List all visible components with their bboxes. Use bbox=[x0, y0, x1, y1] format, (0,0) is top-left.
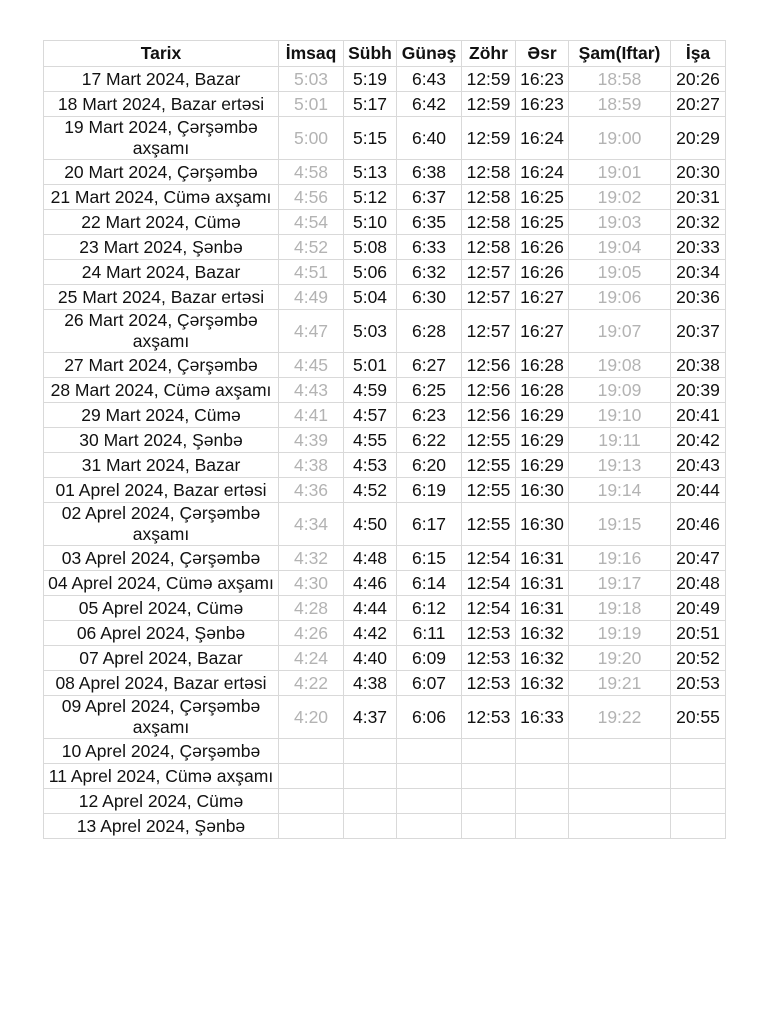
date-cell: 25 Mart 2024, Bazar ertəsi bbox=[44, 285, 279, 310]
subh-cell: 5:12 bbox=[344, 185, 397, 210]
sam-iftar-cell: 19:04 bbox=[569, 235, 671, 260]
table-row bbox=[44, 646, 726, 671]
prayer-times-table bbox=[43, 40, 726, 839]
gunes-cell: 6:30 bbox=[397, 285, 462, 310]
imsaq-cell: 4:28 bbox=[279, 596, 344, 621]
esr-cell: 16:24 bbox=[516, 117, 569, 160]
imsaq-cell: 4:34 bbox=[279, 503, 344, 546]
sam-iftar-cell bbox=[569, 764, 671, 789]
gunes-cell: 6:33 bbox=[397, 235, 462, 260]
subh-cell: 4:40 bbox=[344, 646, 397, 671]
imsaq-cell: 4:54 bbox=[279, 210, 344, 235]
esr-cell: 16:27 bbox=[516, 285, 569, 310]
zohr-cell: 12:53 bbox=[462, 671, 516, 696]
imsaq-cell: 4:36 bbox=[279, 478, 344, 503]
date-cell: 27 Mart 2024, Çərşəmbə bbox=[44, 353, 279, 378]
subh-cell: 4:38 bbox=[344, 671, 397, 696]
esr-cell: 16:32 bbox=[516, 621, 569, 646]
isa-cell: 20:41 bbox=[671, 403, 726, 428]
sam-iftar-cell: 19:17 bbox=[569, 571, 671, 596]
isa-cell bbox=[671, 764, 726, 789]
gunes-cell: 6:25 bbox=[397, 378, 462, 403]
date-cell: 01 Aprel 2024, Bazar ertəsi bbox=[44, 478, 279, 503]
zohr-cell: 12:59 bbox=[462, 92, 516, 117]
zohr-cell: 12:58 bbox=[462, 210, 516, 235]
isa-cell: 20:33 bbox=[671, 235, 726, 260]
date-cell: 02 Aprel 2024, Çərşəmbə axşamı bbox=[44, 503, 279, 546]
esr-cell: 16:31 bbox=[516, 546, 569, 571]
imsaq-cell bbox=[279, 739, 344, 764]
gunes-cell: 6:12 bbox=[397, 596, 462, 621]
esr-cell bbox=[516, 789, 569, 814]
date-cell: 19 Mart 2024, Çərşəmbə axşamı bbox=[44, 117, 279, 160]
esr-cell: 16:25 bbox=[516, 185, 569, 210]
imsaq-cell bbox=[279, 764, 344, 789]
table-body bbox=[44, 67, 726, 839]
imsaq-cell: 4:43 bbox=[279, 378, 344, 403]
isa-cell: 20:51 bbox=[671, 621, 726, 646]
isa-cell: 20:39 bbox=[671, 378, 726, 403]
subh-cell: 5:01 bbox=[344, 353, 397, 378]
header-zohr: Zöhr bbox=[462, 41, 516, 67]
isa-cell: 20:47 bbox=[671, 546, 726, 571]
imsaq-cell: 4:22 bbox=[279, 671, 344, 696]
gunes-cell: 6:07 bbox=[397, 671, 462, 696]
sam-iftar-cell: 19:11 bbox=[569, 428, 671, 453]
sam-iftar-cell bbox=[569, 789, 671, 814]
sam-iftar-cell: 19:02 bbox=[569, 185, 671, 210]
sam-iftar-cell: 18:59 bbox=[569, 92, 671, 117]
subh-cell: 5:10 bbox=[344, 210, 397, 235]
table-row bbox=[44, 67, 726, 92]
subh-cell bbox=[344, 739, 397, 764]
gunes-cell: 6:42 bbox=[397, 92, 462, 117]
subh-cell: 5:13 bbox=[344, 160, 397, 185]
imsaq-cell: 4:45 bbox=[279, 353, 344, 378]
imsaq-cell: 5:01 bbox=[279, 92, 344, 117]
subh-cell: 4:50 bbox=[344, 503, 397, 546]
gunes-cell: 6:15 bbox=[397, 546, 462, 571]
table-row bbox=[44, 571, 726, 596]
imsaq-cell: 4:20 bbox=[279, 696, 344, 739]
date-cell: 20 Mart 2024, Çərşəmbə bbox=[44, 160, 279, 185]
isa-cell bbox=[671, 814, 726, 839]
zohr-cell: 12:55 bbox=[462, 503, 516, 546]
table-row bbox=[44, 117, 726, 160]
esr-cell: 16:30 bbox=[516, 503, 569, 546]
table-row bbox=[44, 260, 726, 285]
gunes-cell: 6:43 bbox=[397, 67, 462, 92]
zohr-cell: 12:56 bbox=[462, 353, 516, 378]
gunes-cell: 6:11 bbox=[397, 621, 462, 646]
isa-cell: 20:30 bbox=[671, 160, 726, 185]
table-row bbox=[44, 235, 726, 260]
gunes-cell: 6:22 bbox=[397, 428, 462, 453]
zohr-cell: 12:59 bbox=[462, 67, 516, 92]
sam-iftar-cell: 19:18 bbox=[569, 596, 671, 621]
imsaq-cell: 4:32 bbox=[279, 546, 344, 571]
table-row bbox=[44, 671, 726, 696]
esr-cell: 16:30 bbox=[516, 478, 569, 503]
gunes-cell: 6:38 bbox=[397, 160, 462, 185]
table-row bbox=[44, 453, 726, 478]
zohr-cell: 12:55 bbox=[462, 428, 516, 453]
esr-cell: 16:32 bbox=[516, 671, 569, 696]
zohr-cell: 12:57 bbox=[462, 310, 516, 353]
date-cell: 18 Mart 2024, Bazar ertəsi bbox=[44, 92, 279, 117]
imsaq-cell: 4:52 bbox=[279, 235, 344, 260]
sam-iftar-cell: 19:13 bbox=[569, 453, 671, 478]
isa-cell: 20:27 bbox=[671, 92, 726, 117]
subh-cell bbox=[344, 764, 397, 789]
isa-cell bbox=[671, 739, 726, 764]
zohr-cell: 12:58 bbox=[462, 160, 516, 185]
zohr-cell bbox=[462, 739, 516, 764]
esr-cell: 16:31 bbox=[516, 596, 569, 621]
table-row bbox=[44, 160, 726, 185]
subh-cell: 5:04 bbox=[344, 285, 397, 310]
sam-iftar-cell: 19:05 bbox=[569, 260, 671, 285]
gunes-cell: 6:06 bbox=[397, 696, 462, 739]
imsaq-cell bbox=[279, 814, 344, 839]
isa-cell: 20:46 bbox=[671, 503, 726, 546]
date-cell: 21 Mart 2024, Cümə axşamı bbox=[44, 185, 279, 210]
subh-cell: 4:44 bbox=[344, 596, 397, 621]
date-cell: 03 Aprel 2024, Çərşəmbə bbox=[44, 546, 279, 571]
date-cell: 09 Aprel 2024, Çərşəmbə axşamı bbox=[44, 696, 279, 739]
gunes-cell: 6:14 bbox=[397, 571, 462, 596]
subh-cell: 4:37 bbox=[344, 696, 397, 739]
esr-cell: 16:29 bbox=[516, 428, 569, 453]
table-row bbox=[44, 814, 726, 839]
subh-cell: 5:19 bbox=[344, 67, 397, 92]
subh-cell: 5:06 bbox=[344, 260, 397, 285]
sam-iftar-cell: 19:10 bbox=[569, 403, 671, 428]
sam-iftar-cell: 19:14 bbox=[569, 478, 671, 503]
table-row bbox=[44, 478, 726, 503]
esr-cell: 16:31 bbox=[516, 571, 569, 596]
gunes-cell bbox=[397, 789, 462, 814]
zohr-cell: 12:57 bbox=[462, 285, 516, 310]
zohr-cell: 12:56 bbox=[462, 378, 516, 403]
zohr-cell: 12:54 bbox=[462, 546, 516, 571]
table-row bbox=[44, 285, 726, 310]
imsaq-cell: 4:47 bbox=[279, 310, 344, 353]
zohr-cell: 12:54 bbox=[462, 571, 516, 596]
subh-cell: 4:57 bbox=[344, 403, 397, 428]
isa-cell bbox=[671, 789, 726, 814]
isa-cell: 20:38 bbox=[671, 353, 726, 378]
isa-cell: 20:34 bbox=[671, 260, 726, 285]
sam-iftar-cell: 19:15 bbox=[569, 503, 671, 546]
gunes-cell: 6:09 bbox=[397, 646, 462, 671]
table-row bbox=[44, 789, 726, 814]
gunes-cell: 6:19 bbox=[397, 478, 462, 503]
zohr-cell: 12:53 bbox=[462, 646, 516, 671]
isa-cell: 20:49 bbox=[671, 596, 726, 621]
esr-cell bbox=[516, 739, 569, 764]
date-cell: 24 Mart 2024, Bazar bbox=[44, 260, 279, 285]
table-row bbox=[44, 185, 726, 210]
imsaq-cell: 5:00 bbox=[279, 117, 344, 160]
table-row bbox=[44, 428, 726, 453]
sam-iftar-cell: 19:06 bbox=[569, 285, 671, 310]
imsaq-cell: 4:58 bbox=[279, 160, 344, 185]
table-row bbox=[44, 210, 726, 235]
date-cell: 07 Aprel 2024, Bazar bbox=[44, 646, 279, 671]
header-row bbox=[44, 41, 726, 67]
gunes-cell: 6:35 bbox=[397, 210, 462, 235]
isa-cell: 20:52 bbox=[671, 646, 726, 671]
esr-cell: 16:33 bbox=[516, 696, 569, 739]
imsaq-cell: 4:24 bbox=[279, 646, 344, 671]
imsaq-cell: 4:38 bbox=[279, 453, 344, 478]
sam-iftar-cell: 19:16 bbox=[569, 546, 671, 571]
isa-cell: 20:53 bbox=[671, 671, 726, 696]
subh-cell: 5:17 bbox=[344, 92, 397, 117]
table-row bbox=[44, 764, 726, 789]
sam-iftar-cell: 18:58 bbox=[569, 67, 671, 92]
imsaq-cell bbox=[279, 789, 344, 814]
date-cell: 30 Mart 2024, Şənbə bbox=[44, 428, 279, 453]
subh-cell: 4:48 bbox=[344, 546, 397, 571]
table-row bbox=[44, 696, 726, 739]
isa-cell: 20:32 bbox=[671, 210, 726, 235]
imsaq-cell: 4:26 bbox=[279, 621, 344, 646]
header-sam-iftar: Şam(Iftar) bbox=[569, 41, 671, 67]
imsaq-cell: 4:39 bbox=[279, 428, 344, 453]
sam-iftar-cell: 19:00 bbox=[569, 117, 671, 160]
subh-cell: 5:03 bbox=[344, 310, 397, 353]
date-cell: 10 Aprel 2024, Çərşəmbə bbox=[44, 739, 279, 764]
gunes-cell bbox=[397, 764, 462, 789]
isa-cell: 20:48 bbox=[671, 571, 726, 596]
zohr-cell: 12:56 bbox=[462, 403, 516, 428]
esr-cell: 16:32 bbox=[516, 646, 569, 671]
zohr-cell: 12:55 bbox=[462, 453, 516, 478]
isa-cell: 20:26 bbox=[671, 67, 726, 92]
isa-cell: 20:42 bbox=[671, 428, 726, 453]
subh-cell: 4:42 bbox=[344, 621, 397, 646]
imsaq-cell: 5:03 bbox=[279, 67, 344, 92]
sam-iftar-cell bbox=[569, 814, 671, 839]
esr-cell: 16:25 bbox=[516, 210, 569, 235]
esr-cell: 16:23 bbox=[516, 67, 569, 92]
isa-cell: 20:44 bbox=[671, 478, 726, 503]
header-gunes: Günəş bbox=[397, 41, 462, 67]
zohr-cell: 12:53 bbox=[462, 696, 516, 739]
esr-cell: 16:23 bbox=[516, 92, 569, 117]
sam-iftar-cell: 19:09 bbox=[569, 378, 671, 403]
zohr-cell bbox=[462, 789, 516, 814]
isa-cell: 20:37 bbox=[671, 310, 726, 353]
imsaq-cell: 4:49 bbox=[279, 285, 344, 310]
date-cell: 12 Aprel 2024, Cümə bbox=[44, 789, 279, 814]
gunes-cell: 6:37 bbox=[397, 185, 462, 210]
esr-cell bbox=[516, 764, 569, 789]
gunes-cell: 6:27 bbox=[397, 353, 462, 378]
zohr-cell: 12:54 bbox=[462, 596, 516, 621]
gunes-cell: 6:17 bbox=[397, 503, 462, 546]
gunes-cell: 6:20 bbox=[397, 453, 462, 478]
zohr-cell: 12:58 bbox=[462, 235, 516, 260]
header-tarix: Tarix bbox=[44, 41, 279, 67]
table-row bbox=[44, 310, 726, 353]
subh-cell: 4:46 bbox=[344, 571, 397, 596]
date-cell: 22 Mart 2024, Cümə bbox=[44, 210, 279, 235]
table-row bbox=[44, 596, 726, 621]
esr-cell: 16:29 bbox=[516, 403, 569, 428]
sam-iftar-cell: 19:07 bbox=[569, 310, 671, 353]
subh-cell: 4:52 bbox=[344, 478, 397, 503]
gunes-cell: 6:40 bbox=[397, 117, 462, 160]
subh-cell: 5:08 bbox=[344, 235, 397, 260]
table-row bbox=[44, 621, 726, 646]
subh-cell: 4:59 bbox=[344, 378, 397, 403]
esr-cell bbox=[516, 814, 569, 839]
esr-cell: 16:28 bbox=[516, 353, 569, 378]
zohr-cell bbox=[462, 814, 516, 839]
subh-cell: 4:55 bbox=[344, 428, 397, 453]
isa-cell: 20:31 bbox=[671, 185, 726, 210]
sam-iftar-cell: 19:01 bbox=[569, 160, 671, 185]
table-row bbox=[44, 378, 726, 403]
imsaq-cell: 4:51 bbox=[279, 260, 344, 285]
date-cell: 06 Aprel 2024, Şənbə bbox=[44, 621, 279, 646]
gunes-cell bbox=[397, 814, 462, 839]
esr-cell: 16:28 bbox=[516, 378, 569, 403]
gunes-cell: 6:32 bbox=[397, 260, 462, 285]
date-cell: 13 Aprel 2024, Şənbə bbox=[44, 814, 279, 839]
zohr-cell: 12:59 bbox=[462, 117, 516, 160]
date-cell: 08 Aprel 2024, Bazar ertəsi bbox=[44, 671, 279, 696]
subh-cell: 5:15 bbox=[344, 117, 397, 160]
gunes-cell: 6:28 bbox=[397, 310, 462, 353]
header-esr: Əsr bbox=[516, 41, 569, 67]
isa-cell: 20:43 bbox=[671, 453, 726, 478]
date-cell: 26 Mart 2024, Çərşəmbə axşamı bbox=[44, 310, 279, 353]
zohr-cell: 12:58 bbox=[462, 185, 516, 210]
gunes-cell: 6:23 bbox=[397, 403, 462, 428]
isa-cell: 20:55 bbox=[671, 696, 726, 739]
date-cell: 28 Mart 2024, Cümə axşamı bbox=[44, 378, 279, 403]
table-row bbox=[44, 353, 726, 378]
imsaq-cell: 4:30 bbox=[279, 571, 344, 596]
sam-iftar-cell: 19:08 bbox=[569, 353, 671, 378]
esr-cell: 16:26 bbox=[516, 260, 569, 285]
header-imsaq: İmsaq bbox=[279, 41, 344, 67]
date-cell: 23 Mart 2024, Şənbə bbox=[44, 235, 279, 260]
date-cell: 11 Aprel 2024, Cümə axşamı bbox=[44, 764, 279, 789]
zohr-cell bbox=[462, 764, 516, 789]
esr-cell: 16:26 bbox=[516, 235, 569, 260]
table-row bbox=[44, 503, 726, 546]
zohr-cell: 12:55 bbox=[462, 478, 516, 503]
date-cell: 05 Aprel 2024, Cümə bbox=[44, 596, 279, 621]
isa-cell: 20:36 bbox=[671, 285, 726, 310]
sam-iftar-cell: 19:22 bbox=[569, 696, 671, 739]
esr-cell: 16:24 bbox=[516, 160, 569, 185]
subh-cell bbox=[344, 789, 397, 814]
subh-cell: 4:53 bbox=[344, 453, 397, 478]
gunes-cell bbox=[397, 739, 462, 764]
zohr-cell: 12:57 bbox=[462, 260, 516, 285]
sam-iftar-cell: 19:19 bbox=[569, 621, 671, 646]
table-row bbox=[44, 92, 726, 117]
sam-iftar-cell bbox=[569, 739, 671, 764]
sam-iftar-cell: 19:20 bbox=[569, 646, 671, 671]
date-cell: 29 Mart 2024, Cümə bbox=[44, 403, 279, 428]
sam-iftar-cell: 19:03 bbox=[569, 210, 671, 235]
table-row bbox=[44, 546, 726, 571]
esr-cell: 16:29 bbox=[516, 453, 569, 478]
zohr-cell: 12:53 bbox=[462, 621, 516, 646]
imsaq-cell: 4:56 bbox=[279, 185, 344, 210]
header-isa: İşa bbox=[671, 41, 726, 67]
table-row bbox=[44, 739, 726, 764]
sam-iftar-cell: 19:21 bbox=[569, 671, 671, 696]
date-cell: 31 Mart 2024, Bazar bbox=[44, 453, 279, 478]
isa-cell: 20:29 bbox=[671, 117, 726, 160]
esr-cell: 16:27 bbox=[516, 310, 569, 353]
date-cell: 04 Aprel 2024, Cümə axşamı bbox=[44, 571, 279, 596]
table-row bbox=[44, 403, 726, 428]
subh-cell bbox=[344, 814, 397, 839]
date-cell: 17 Mart 2024, Bazar bbox=[44, 67, 279, 92]
imsaq-cell: 4:41 bbox=[279, 403, 344, 428]
header-subh: Sübh bbox=[344, 41, 397, 67]
